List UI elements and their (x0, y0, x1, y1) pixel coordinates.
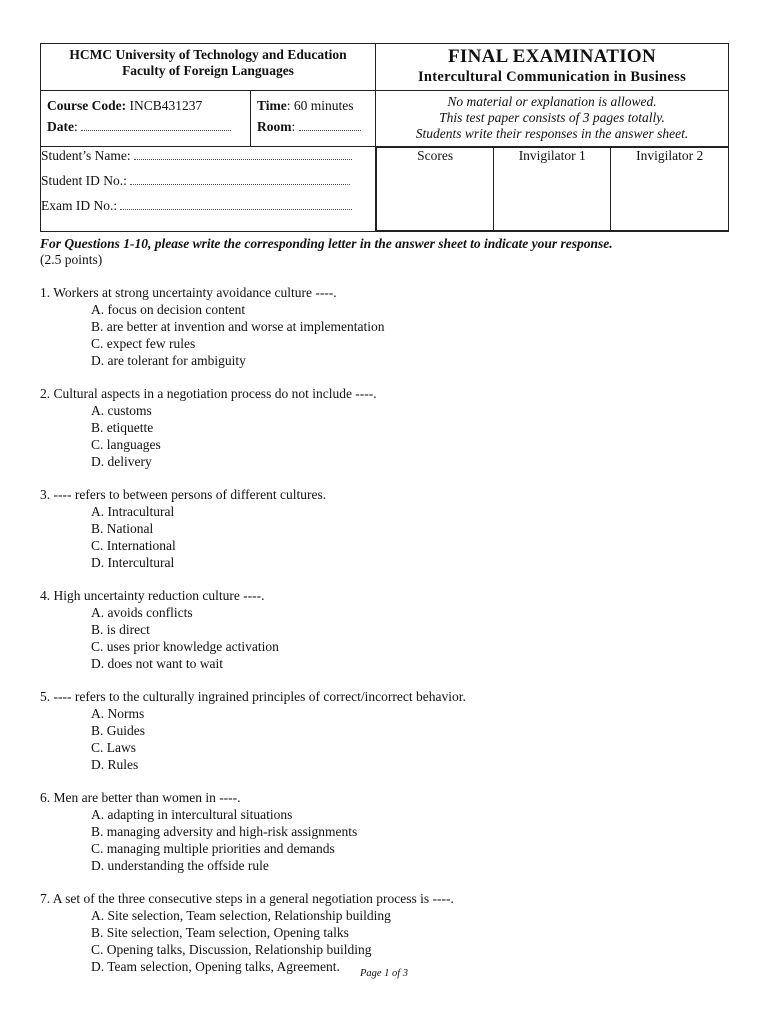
question (40, 789, 728, 874)
answer-option: A. focus on decision content (91, 302, 246, 317)
university-name: HCMC University of Technology and Education (69, 47, 347, 62)
institution-cell (41, 44, 376, 91)
instructions-points: (2.5 points) (40, 252, 103, 267)
page-footer: Page 1 of 3 (359, 968, 409, 979)
answer-option: C. International (91, 538, 176, 553)
answer-option: C. Laws (91, 740, 136, 755)
student-id-label: Student ID No.: (41, 173, 127, 188)
question-stem: 4. High uncertainty reduction culture ----. (40, 588, 265, 603)
scores-cell (376, 147, 729, 232)
student-name-row (41, 147, 375, 164)
answer-option: C. managing multiple priorities and demands (91, 841, 335, 856)
exam-id-label: Exam ID No.: (41, 198, 118, 213)
answer-option: D. understanding the offside rule (91, 858, 269, 873)
answer-option: A. Intracultural (91, 504, 175, 519)
invigilator-2-label: Invigilator 2 (611, 148, 728, 231)
student-id-field[interactable] (130, 172, 350, 185)
course-info-cell (41, 91, 251, 147)
question-list (40, 284, 728, 975)
student-id-row (41, 172, 375, 189)
question (40, 688, 728, 773)
question-stem: 5. ---- refers to the culturally ingrained principles of correct/incorrect behavior. (40, 689, 466, 704)
answer-option: D. are tolerant for ambiguity (91, 353, 246, 368)
course-code-label: Course Code: (47, 98, 127, 113)
answer-option: B. Guides (91, 723, 145, 738)
answer-option: A. Norms (91, 706, 145, 721)
answer-option: A. customs (91, 403, 152, 418)
answer-option: A. Site selection, Team selection, Relationship building (91, 908, 391, 923)
course-code-row (41, 91, 250, 114)
scores-table (376, 147, 728, 231)
answer-option: C. Opening talks, Discussion, Relationship building (91, 942, 372, 957)
student-name-field[interactable] (134, 147, 352, 160)
room-row: Room: (251, 114, 375, 135)
scores-label: Scores (377, 148, 494, 231)
date-row: Date: (41, 114, 250, 135)
answer-option: B. National (91, 521, 154, 536)
exam-note: This test paper consists of 3 pages totally. (439, 110, 665, 125)
invigilator-1-label: Invigilator 1 (494, 148, 611, 231)
question (40, 486, 728, 571)
answer-option: A. adapting in intercultural situations (91, 807, 293, 822)
time-label: Time (257, 98, 287, 113)
question-stem: 7. A set of the three consecutive steps in a general negotiation process is ----. (40, 891, 454, 906)
exam-notes-cell (376, 91, 729, 147)
exam-note: No material or explanation is allowed. (447, 94, 657, 109)
faculty-name: Faculty of Foreign Languages (122, 63, 294, 78)
answer-option: D. does not want to wait (91, 656, 223, 671)
answer-option: C. uses prior knowledge activation (91, 639, 279, 654)
answer-option: D. Team selection, Opening talks, Agreement. (91, 959, 340, 974)
question-stem: 6. Men are better than women in ----. (40, 790, 241, 805)
exam-id-field[interactable] (120, 197, 352, 210)
answer-option: B. is direct (91, 622, 150, 637)
date-field[interactable] (81, 118, 231, 131)
question-stem: 1. Workers at strong uncertainty avoidance culture ----. (40, 285, 337, 300)
question (40, 385, 728, 470)
exam-title-cell (376, 44, 729, 91)
question (40, 890, 728, 975)
answer-option: D. Intercultural (91, 555, 175, 570)
instructions-text: For Questions 1-10, please write the corresponding letter in the answer sheet to indicate your response. (40, 236, 613, 251)
answer-option: D. delivery (91, 454, 152, 469)
exam-id-row (41, 197, 375, 214)
exam-subject: Intercultural Communication in Business (417, 69, 687, 85)
question-stem: 3. ---- refers to between persons of different cultures. (40, 487, 327, 502)
answer-option: B. are better at invention and worse at implementation (91, 319, 385, 334)
exam-title: FINAL EXAMINATION (448, 46, 656, 67)
course-code-value: INCB431237 (129, 98, 203, 113)
answer-option: D. Rules (91, 757, 139, 772)
answer-option: A. avoids conflicts (91, 605, 193, 620)
answer-option: C. languages (91, 437, 161, 452)
time-room-cell (251, 91, 376, 147)
time-value: : 60 minutes (286, 98, 354, 113)
answer-option: B. Site selection, Team selection, Opening talks (91, 925, 349, 940)
date-label: Date (47, 119, 74, 134)
time-row (251, 91, 375, 114)
instructions (40, 236, 728, 268)
question-stem: 2. Cultural aspects in a negotiation process do not include ----. (40, 386, 377, 401)
answer-option: C. expect few rules (91, 336, 196, 351)
question (40, 284, 728, 369)
student-info-cell (41, 147, 376, 232)
exam-page (40, 43, 728, 975)
question (40, 587, 728, 672)
exam-note: Students write their responses in the answer sheet. (415, 126, 689, 141)
answer-option: B. managing adversity and high-risk assignments (91, 824, 358, 839)
answer-option: B. etiquette (91, 420, 154, 435)
room-field[interactable] (299, 118, 361, 131)
exam-header-table (40, 43, 729, 232)
room-label: Room (257, 119, 292, 134)
student-name-label: Student’s Name: (41, 148, 131, 163)
